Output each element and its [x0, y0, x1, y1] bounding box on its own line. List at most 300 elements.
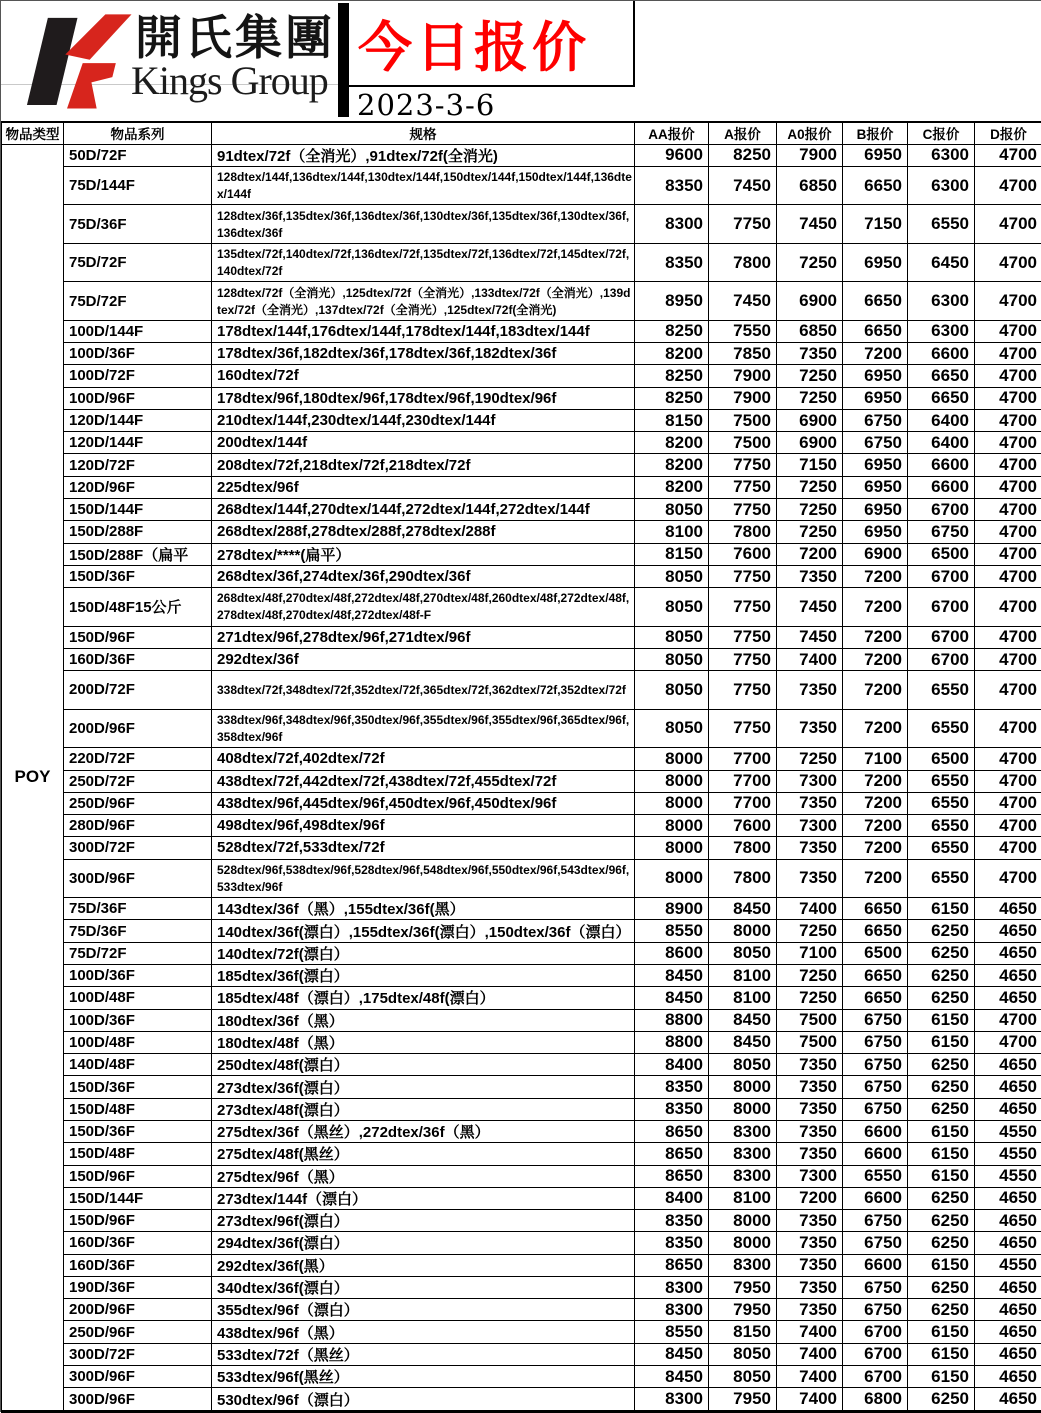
- price-cell-b: 6750: [843, 1210, 908, 1232]
- price-cell-a: 7700: [709, 748, 777, 770]
- price-cell-c: 6150: [908, 1009, 975, 1031]
- price-cell-aa: 8800: [635, 1031, 709, 1053]
- price-cell-d: 4700: [975, 282, 1041, 321]
- price-cell-aa: 8300: [635, 1388, 709, 1412]
- price-cell-c: 6750: [908, 521, 975, 543]
- spec-cell: 273dtex/48f(漂白）: [212, 1098, 635, 1120]
- series-cell: 75D/36F: [64, 920, 212, 942]
- brand-english: Kings Group: [131, 57, 328, 104]
- quote-table: [1, 121, 1041, 1413]
- price-cell-aa: 8650: [635, 1120, 709, 1142]
- price-cell-c: 6150: [908, 1366, 975, 1388]
- price-cell-a0: 7350: [777, 1276, 843, 1298]
- table-row: [2, 282, 1041, 321]
- spec-cell: 273dtex/36f(漂白）: [212, 1076, 635, 1098]
- price-cell-c: 6550: [908, 815, 975, 837]
- price-cell-aa: 8050: [635, 588, 709, 627]
- price-cell-b: 7100: [843, 748, 908, 770]
- title-right-border: [633, 1, 635, 87]
- price-cell-c: 6550: [908, 770, 975, 792]
- spec-cell: 208dtex/72f,218dtex/72f,218dtex/72f: [212, 454, 635, 476]
- table-row: [2, 499, 1041, 521]
- series-cell: 100D/48F: [64, 1031, 212, 1053]
- price-cell-b: 6750: [843, 432, 908, 454]
- series-cell: 150D/96F: [64, 1210, 212, 1232]
- price-cell-c: 6600: [908, 343, 975, 365]
- price-cell-d: 4700: [975, 1031, 1041, 1053]
- table-row: [2, 588, 1041, 627]
- price-cell-c: 6250: [908, 1276, 975, 1298]
- spec-cell: 271dtex/96f,278dtex/96f,271dtex/96f: [212, 626, 635, 648]
- table-header-row: [2, 122, 1041, 144]
- price-cell-d: 4700: [975, 454, 1041, 476]
- price-cell-aa: 8350: [635, 1232, 709, 1254]
- price-cell-a0: 7150: [777, 454, 843, 476]
- spec-cell: 128dtex/72f（全消光）,125dtex/72f（全消光）,133dtex/72f（全消光）,139dtex/72f（全消光）,137dtex/72f（全消光）,125dtex/72f(全消光): [212, 282, 635, 321]
- table-row: [2, 1098, 1041, 1120]
- price-cell-c: 6500: [908, 543, 975, 565]
- price-cell-a: 7750: [709, 588, 777, 627]
- table-row: [2, 1276, 1041, 1298]
- price-cell-aa: 8300: [635, 205, 709, 244]
- spec-cell: 338dtex/72f,348dtex/72f,352dtex/72f,365dtex/72f,362dtex/72f,352dtex/72f: [212, 671, 635, 710]
- price-cell-c: 6700: [908, 499, 975, 521]
- price-cell-d: 4650: [975, 1054, 1041, 1076]
- series-cell: 280D/96F: [64, 815, 212, 837]
- price-cell-c: 6300: [908, 144, 975, 166]
- table-row: [2, 166, 1041, 205]
- price-cell-a: 7950: [709, 1276, 777, 1298]
- table-row: [2, 1165, 1041, 1187]
- price-cell-a0: 7400: [777, 1366, 843, 1388]
- spec-cell: 273dtex/96f(漂白）: [212, 1210, 635, 1232]
- price-cell-aa: 8150: [635, 543, 709, 565]
- series-cell: 300D/72F: [64, 1343, 212, 1365]
- price-cell-c: 6150: [908, 898, 975, 920]
- price-cell-d: 4550: [975, 1120, 1041, 1142]
- price-cell-a: 8050: [709, 942, 777, 964]
- price-cell-aa: 8550: [635, 920, 709, 942]
- table-row: [2, 1210, 1041, 1232]
- price-cell-a: 8450: [709, 898, 777, 920]
- price-cell-aa: 8050: [635, 671, 709, 710]
- price-cell-d: 4700: [975, 365, 1041, 387]
- series-cell: 75D/72F: [64, 243, 212, 282]
- price-cell-a: 7800: [709, 521, 777, 543]
- table-row: [2, 837, 1041, 859]
- price-cell-a: 7750: [709, 205, 777, 244]
- table-row: [2, 987, 1041, 1009]
- price-cell-a: 7850: [709, 343, 777, 365]
- series-cell: 100D/36F: [64, 964, 212, 986]
- price-cell-a0: 6900: [777, 409, 843, 431]
- price-cell-a: 8000: [709, 1098, 777, 1120]
- series-cell: 120D/144F: [64, 409, 212, 431]
- series-cell: 120D/144F: [64, 432, 212, 454]
- price-cell-a: 7700: [709, 792, 777, 814]
- spec-cell: 275dtex/96f（黑）: [212, 1165, 635, 1187]
- price-cell-a0: 7250: [777, 387, 843, 409]
- price-cell-a: 8050: [709, 1054, 777, 1076]
- price-cell-c: 6150: [908, 1120, 975, 1142]
- price-cell-a0: 7250: [777, 748, 843, 770]
- price-cell-aa: 8350: [635, 1098, 709, 1120]
- price-cell-b: 7200: [843, 815, 908, 837]
- price-cell-d: 4700: [975, 1009, 1041, 1031]
- spec-cell: 185dtex/48f（漂白）,175dtex/48f(漂白）: [212, 987, 635, 1009]
- table-row: [2, 1076, 1041, 1098]
- price-cell-aa: 8550: [635, 1321, 709, 1343]
- price-cell-a: 7800: [709, 859, 777, 898]
- spec-cell: 292dtex/36f(黑）: [212, 1254, 635, 1276]
- spec-cell: 533dtex/72f（黑丝）: [212, 1343, 635, 1365]
- spec-cell: 268dtex/288f,278dtex/288f,278dtex/288f: [212, 521, 635, 543]
- price-cell-b: 6600: [843, 1143, 908, 1165]
- table-row: [2, 1054, 1041, 1076]
- col-header-item-type: 物品类型: [2, 122, 64, 144]
- price-cell-a: 7750: [709, 709, 777, 748]
- price-cell-a0: 7250: [777, 499, 843, 521]
- price-cell-a0: 7350: [777, 1120, 843, 1142]
- table-row: [2, 320, 1041, 342]
- price-cell-a0: 7350: [777, 1299, 843, 1321]
- col-header-b-quote: B报价: [843, 122, 908, 144]
- price-cell-aa: 8000: [635, 792, 709, 814]
- price-cell-b: 6750: [843, 1009, 908, 1031]
- series-cell: 150D/36F: [64, 565, 212, 587]
- price-cell-c: 6550: [908, 205, 975, 244]
- quote-date: 2023-3-6: [357, 88, 495, 122]
- price-cell-c: 6400: [908, 432, 975, 454]
- spec-cell: 278dtex/****(扁平）: [212, 543, 635, 565]
- spec-cell: 530dtex/96f（漂白）: [212, 1388, 635, 1412]
- price-cell-d: 4650: [975, 964, 1041, 986]
- series-cell: 150D/48F15公斤: [64, 588, 212, 627]
- price-cell-a0: 7350: [777, 1254, 843, 1276]
- price-cell-d: 4650: [975, 1232, 1041, 1254]
- price-cell-d: 4650: [975, 898, 1041, 920]
- price-cell-aa: 8000: [635, 859, 709, 898]
- price-cell-aa: 8050: [635, 626, 709, 648]
- table-row: [2, 770, 1041, 792]
- price-cell-d: 4650: [975, 1366, 1041, 1388]
- price-cell-a0: 7200: [777, 543, 843, 565]
- table-row: [2, 1009, 1041, 1031]
- price-cell-c: 6250: [908, 1299, 975, 1321]
- price-cell-a: 8300: [709, 1165, 777, 1187]
- spec-cell: 338dtex/96f,348dtex/96f,350dtex/96f,355dtex/96f,355dtex/96f,365dtex/96f,358dtex/96f: [212, 709, 635, 748]
- price-cell-a: 7800: [709, 837, 777, 859]
- spec-cell: 160dtex/72f: [212, 365, 635, 387]
- page-title: 今日报价: [358, 5, 590, 82]
- price-cell-aa: 8200: [635, 432, 709, 454]
- price-cell-d: 4700: [975, 409, 1041, 431]
- price-cell-d: 4700: [975, 320, 1041, 342]
- price-cell-c: 6600: [908, 476, 975, 498]
- price-cell-a: 7750: [709, 499, 777, 521]
- spec-cell: 225dtex/96f: [212, 476, 635, 498]
- col-header-aa-quote: AA报价: [635, 122, 709, 144]
- price-cell-aa: 8300: [635, 1276, 709, 1298]
- price-cell-c: 6700: [908, 588, 975, 627]
- price-cell-a0: 7400: [777, 898, 843, 920]
- price-cell-c: 6450: [908, 243, 975, 282]
- price-cell-aa: 8250: [635, 387, 709, 409]
- price-cell-b: 6800: [843, 1388, 908, 1412]
- spec-cell: 275dtex/48f(黑丝）: [212, 1143, 635, 1165]
- price-cell-a: 7500: [709, 432, 777, 454]
- price-cell-c: 6700: [908, 626, 975, 648]
- price-cell-a: 8250: [709, 144, 777, 166]
- price-cell-a0: 7250: [777, 243, 843, 282]
- price-cell-c: 6150: [908, 1343, 975, 1365]
- price-cell-aa: 8200: [635, 343, 709, 365]
- series-cell: 150D/36F: [64, 1120, 212, 1142]
- price-cell-a0: 7900: [777, 144, 843, 166]
- spec-cell: 128dtex/36f,135dtex/36f,136dtex/36f,130dtex/36f,135dtex/36f,130dtex/36f,136dtex/36f: [212, 205, 635, 244]
- price-cell-a: 7450: [709, 166, 777, 205]
- price-cell-a: 7600: [709, 543, 777, 565]
- series-cell: 150D/144F: [64, 499, 212, 521]
- price-cell-a0: 6900: [777, 432, 843, 454]
- table-row: [2, 709, 1041, 748]
- price-cell-aa: 8000: [635, 815, 709, 837]
- spec-cell: 268dtex/48f,270dtex/48f,272dtex/48f,270dtex/48f,260dtex/48f,272dtex/48f,278dtex/48f,270dtex/48f,272dtex/48f-F: [212, 588, 635, 627]
- price-cell-a: 7750: [709, 648, 777, 670]
- price-cell-d: 4650: [975, 1076, 1041, 1098]
- spec-cell: 185dtex/36f(漂白）: [212, 964, 635, 986]
- series-cell: 100D/48F: [64, 987, 212, 1009]
- price-cell-a0: 6900: [777, 282, 843, 321]
- price-cell-d: 4650: [975, 1098, 1041, 1120]
- table-row: [2, 521, 1041, 543]
- price-cell-b: 6750: [843, 1299, 908, 1321]
- price-cell-aa: 8400: [635, 1187, 709, 1209]
- price-cell-d: 4700: [975, 521, 1041, 543]
- table-row: [2, 815, 1041, 837]
- price-cell-a: 8100: [709, 1187, 777, 1209]
- kings-group-logo-mark-icon: [13, 5, 135, 117]
- price-cell-c: 6400: [908, 409, 975, 431]
- series-cell: 75D/36F: [64, 898, 212, 920]
- price-cell-a: 8000: [709, 1076, 777, 1098]
- price-cell-b: 6950: [843, 144, 908, 166]
- price-cell-d: 4650: [975, 1343, 1041, 1365]
- price-cell-aa: 8050: [635, 499, 709, 521]
- spec-cell: 498dtex/96f,498dtex/96f: [212, 815, 635, 837]
- spec-cell: 528dtex/72f,533dtex/72f: [212, 837, 635, 859]
- price-cell-b: 6750: [843, 1076, 908, 1098]
- price-cell-a0: 7250: [777, 987, 843, 1009]
- table-row: [2, 205, 1041, 244]
- price-cell-d: 4700: [975, 671, 1041, 710]
- price-cell-c: 6250: [908, 1388, 975, 1412]
- price-cell-c: 6250: [908, 1187, 975, 1209]
- price-cell-a0: 7250: [777, 920, 843, 942]
- price-cell-aa: 8600: [635, 942, 709, 964]
- price-cell-b: 6750: [843, 1054, 908, 1076]
- table-row: [2, 387, 1041, 409]
- price-cell-d: 4650: [975, 1187, 1041, 1209]
- price-cell-aa: 8650: [635, 1254, 709, 1276]
- series-cell: 150D/48F: [64, 1098, 212, 1120]
- price-cell-aa: 8350: [635, 1076, 709, 1098]
- table-row: [2, 476, 1041, 498]
- table-row: [2, 792, 1041, 814]
- price-cell-a: 7700: [709, 770, 777, 792]
- spec-cell: 250dtex/48f(漂白）: [212, 1054, 635, 1076]
- price-cell-d: 4700: [975, 432, 1041, 454]
- price-cell-d: 4700: [975, 387, 1041, 409]
- price-cell-b: 6900: [843, 543, 908, 565]
- price-cell-c: 6150: [908, 1143, 975, 1165]
- price-cell-c: 6550: [908, 792, 975, 814]
- price-cell-b: 7200: [843, 837, 908, 859]
- price-cell-b: 7200: [843, 792, 908, 814]
- price-cell-b: 7200: [843, 588, 908, 627]
- price-cell-a: 8000: [709, 920, 777, 942]
- price-cell-a: 8100: [709, 964, 777, 986]
- price-cell-b: 6750: [843, 409, 908, 431]
- spec-cell: 180dtex/36f（黑）: [212, 1009, 635, 1031]
- price-cell-a0: 7450: [777, 626, 843, 648]
- price-cell-c: 6650: [908, 365, 975, 387]
- price-cell-a: 7750: [709, 626, 777, 648]
- price-cell-aa: 8800: [635, 1009, 709, 1031]
- spec-cell: 268dtex/144f,270dtex/144f,272dtex/144f,272dtex/144f: [212, 499, 635, 521]
- table-row: [2, 859, 1041, 898]
- table-row: [2, 1232, 1041, 1254]
- price-cell-b: 6950: [843, 499, 908, 521]
- price-cell-a0: 7450: [777, 205, 843, 244]
- col-header-spec: 规格: [212, 122, 635, 144]
- price-cell-d: 4650: [975, 1388, 1041, 1412]
- series-cell: 160D/36F: [64, 1232, 212, 1254]
- price-cell-b: 6950: [843, 454, 908, 476]
- price-cell-a0: 7500: [777, 1009, 843, 1031]
- price-cell-b: 6600: [843, 1254, 908, 1276]
- price-cell-c: 6550: [908, 709, 975, 748]
- price-cell-b: 7200: [843, 859, 908, 898]
- series-cell: 300D/72F: [64, 837, 212, 859]
- price-cell-aa: 8450: [635, 987, 709, 1009]
- col-header-d-quote: D报价: [975, 122, 1041, 144]
- price-cell-a0: 7200: [777, 1187, 843, 1209]
- price-cell-b: 6750: [843, 1276, 908, 1298]
- price-cell-a: 8050: [709, 1366, 777, 1388]
- price-cell-aa: 8300: [635, 1299, 709, 1321]
- banner: [1, 1, 1041, 121]
- price-cell-d: 4700: [975, 626, 1041, 648]
- series-cell: 300D/96F: [64, 1366, 212, 1388]
- price-cell-c: 6250: [908, 942, 975, 964]
- price-cell-b: 6950: [843, 476, 908, 498]
- price-cell-c: 6300: [908, 166, 975, 205]
- price-cell-d: 4700: [975, 648, 1041, 670]
- series-cell: 150D/288F（扁平: [64, 543, 212, 565]
- series-cell: 50D/72F: [64, 144, 212, 166]
- series-cell: 150D/144F: [64, 1187, 212, 1209]
- table-row: [2, 1120, 1041, 1142]
- price-cell-b: 6700: [843, 1366, 908, 1388]
- series-cell: 75D/36F: [64, 205, 212, 244]
- series-cell: 200D/96F: [64, 709, 212, 748]
- table-row: [2, 243, 1041, 282]
- price-cell-d: 4700: [975, 144, 1041, 166]
- price-cell-a0: 7350: [777, 565, 843, 587]
- series-cell: 160D/36F: [64, 1254, 212, 1276]
- series-cell: 160D/36F: [64, 648, 212, 670]
- price-cell-c: 6150: [908, 1165, 975, 1187]
- price-cell-a0: 7350: [777, 709, 843, 748]
- table-row: [2, 1187, 1041, 1209]
- price-cell-b: 6650: [843, 282, 908, 321]
- price-cell-b: 6700: [843, 1343, 908, 1365]
- price-cell-c: 6550: [908, 859, 975, 898]
- price-cell-a0: 7100: [777, 942, 843, 964]
- spec-cell: 140dtex/72f(漂白）: [212, 942, 635, 964]
- price-cell-aa: 8100: [635, 521, 709, 543]
- price-cell-d: 4700: [975, 543, 1041, 565]
- price-cell-a0: 7250: [777, 476, 843, 498]
- price-cell-a0: 7350: [777, 1143, 843, 1165]
- table-row: [2, 1388, 1041, 1412]
- series-cell: 150D/96F: [64, 1165, 212, 1187]
- price-cell-a0: 7400: [777, 1388, 843, 1412]
- price-cell-b: 6950: [843, 365, 908, 387]
- price-cell-a: 7950: [709, 1299, 777, 1321]
- series-cell: 200D/96F: [64, 1299, 212, 1321]
- table-row: [2, 543, 1041, 565]
- price-cell-a: 7500: [709, 409, 777, 431]
- col-header-a0-quote: A0报价: [777, 122, 843, 144]
- price-cell-b: 6950: [843, 243, 908, 282]
- price-cell-b: 7200: [843, 626, 908, 648]
- price-cell-b: 7150: [843, 205, 908, 244]
- price-cell-c: 6250: [908, 1210, 975, 1232]
- price-cell-d: 4650: [975, 1299, 1041, 1321]
- spec-cell: 438dtex/96f,445dtex/96f,450dtex/96f,450dtex/96f: [212, 792, 635, 814]
- price-cell-d: 4700: [975, 243, 1041, 282]
- title-underline: [349, 85, 634, 87]
- price-cell-aa: 8050: [635, 565, 709, 587]
- price-cell-a0: 7350: [777, 1076, 843, 1098]
- spec-cell: 292dtex/36f: [212, 648, 635, 670]
- spec-cell: 275dtex/36f（黑丝）,272dtex/36f（黑）: [212, 1120, 635, 1142]
- spec-cell: 143dtex/36f（黑）,155dtex/36f(黑）: [212, 898, 635, 920]
- price-cell-aa: 8000: [635, 748, 709, 770]
- table-row: [2, 1143, 1041, 1165]
- price-cell-a: 7600: [709, 815, 777, 837]
- price-cell-b: 7200: [843, 671, 908, 710]
- table-row: [2, 920, 1041, 942]
- series-cell: 150D/36F: [64, 1076, 212, 1098]
- series-cell: 120D/96F: [64, 476, 212, 498]
- series-cell: 220D/72F: [64, 748, 212, 770]
- price-cell-d: 4700: [975, 166, 1041, 205]
- price-cell-a0: 7350: [777, 1210, 843, 1232]
- price-cell-b: 6650: [843, 320, 908, 342]
- series-cell: 100D/36F: [64, 343, 212, 365]
- price-cell-aa: 8450: [635, 1343, 709, 1365]
- price-cell-aa: 8050: [635, 709, 709, 748]
- price-cell-aa: 8150: [635, 409, 709, 431]
- price-cell-a0: 7300: [777, 1165, 843, 1187]
- table-row: [2, 144, 1041, 166]
- spec-cell: 91dtex/72f（全消光）,91dtex/72f(全消光): [212, 144, 635, 166]
- series-cell: 150D/48F: [64, 1143, 212, 1165]
- quote-table-body: [2, 144, 1041, 1412]
